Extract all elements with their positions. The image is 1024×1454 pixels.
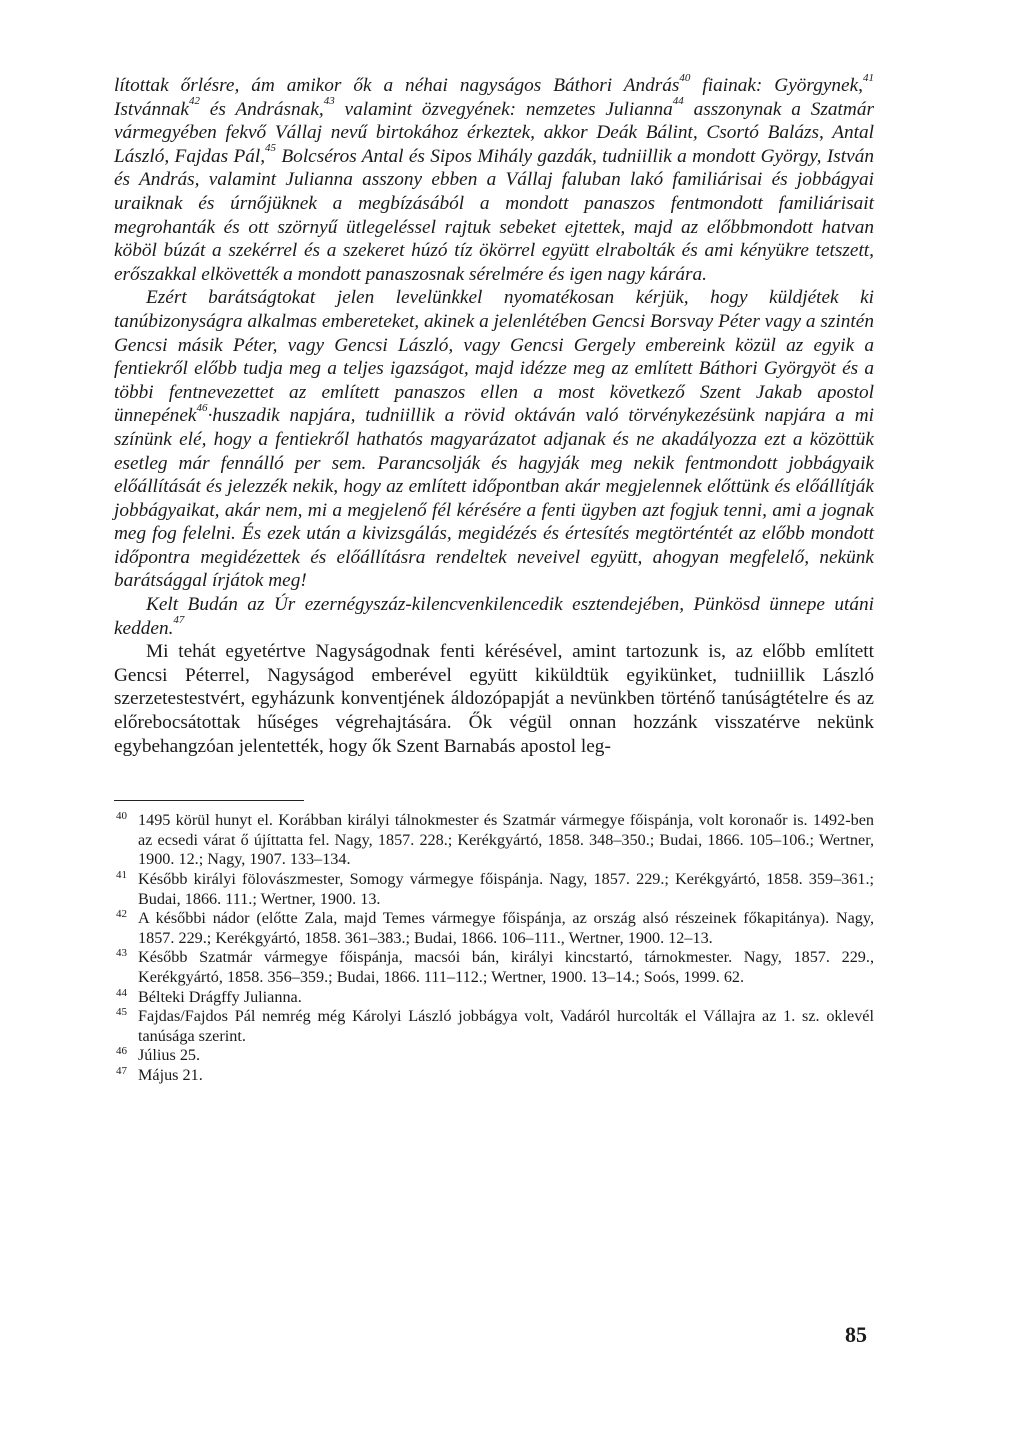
footnote-number: 42 <box>116 908 127 921</box>
paragraph <box>114 640 874 758</box>
body-text <box>114 71 874 758</box>
text-run: ·huszadik napjára, tudniillik a rövid oktáván való törvénykezésünk napjára a mi színünk elé, hogy a fentiekről hathatós magyarázatot adjanak és ne akadályozza ezt a közöttük esetleg már fennálló per sem. Parancsolják és hagyják meg nekik fentmondott jobbágyaik előállítását és jelezzék nekik, hogy az említett időpontban akár megjelennek előttünk és előállítják jobbágyaikat, akár nem, mi a megjelenő fél kérésére a fenti ügyben azt fogjuk tenni, ami a jognak meg fog felelni. És ezek után a kivizsgálás, megidézés és értesítés megtörténtét az előbb mondott időpontra megidézettek és előállításra rendeltek neveivel együtt, ahogyan megfelelő, nekünk barátsággal írjátok meg! <box>114 405 874 592</box>
text-run: lítottak őrlésre, ám amikor ők a néhai nagyságos Báthori András <box>114 75 680 96</box>
footnote-text: Július 25. <box>138 1046 201 1065</box>
paragraph <box>114 71 874 286</box>
footnotes <box>114 811 874 1085</box>
text-run: fiainak: Györgynek, <box>690 75 863 96</box>
footnote-number: 47 <box>116 1064 127 1077</box>
footnote-reference: 43 <box>323 95 335 108</box>
footnote <box>114 1066 874 1086</box>
footnote-number: 40 <box>116 810 127 823</box>
text-run: Mi tehát egyetértve Nagyságodnak fenti kérésével, amint tartozunk is, az előbb említett Gencsi Péterrel, Nagyságod emberével együtt kiküldtük egyikünket, tudniillik László szerzetestestvért, egyházunk konventjének áldozópapját a nevünkben történő tanúságtételre és az előrebocsátottak hűséges végrehajtására. Ők végül onnan hozzánk visszatérve nekünk egybehangzóan jelentették, hogy ők Szent Barnabás apostol leg- <box>114 641 874 757</box>
document-page <box>114 71 874 1086</box>
footnote-reference: 41 <box>862 71 874 84</box>
footnote-text: Később királyi fölovászmester, Somogy vármegye főispánja. Nagy, 1857. 229.; Kerékgyártó, 1858. 359–361.; Budai, 1866. 111.; Wertner, 1900. 13. <box>138 870 874 908</box>
text-run: valamint özvegyének: nemzetes Julianna <box>334 98 673 120</box>
footnote-text: 1495 körül hunyt el. Korábban királyi tálnokmester és Szatmár vármegye főispánja, volt koronaőr is. 1492-ben az ecsedi várat ő újíttatta fel. Nagy, 1857. 228.; Kerékgyártó, 1858. 348–350.; Budai, 1866. 105–106.; Wertner, 1900. 12.; Nagy, 1907. 133–134. <box>138 811 874 869</box>
footnote <box>114 988 874 1008</box>
footnote-reference: 44 <box>672 95 684 108</box>
footnote <box>114 948 874 987</box>
footnote-number: 44 <box>116 986 127 999</box>
text-run: Bolcséros Antal és Sipos Mihály gazdák, tudniillik a mondott György, István és András, valamint Julianna asszony ebben a Vállaj faluban lakó familiárisai és jobbágyai uraiknak és úrnőjüknek a megbízásából a mondott panaszos fentmondott familiárisait megrohanták és ott szörnyű ütlegeléssel rajtuk sebeket ejtettek, majd az előbbmondott hatvan köböl búzát a szekérrel és a szekeret húzó tíz ökörrel együtt elrabolták és ami kényükre tetszett, erőszakkal elkövették a mondott panaszosnak sérelmére és igen nagy kárára. <box>114 145 874 285</box>
paragraph <box>114 286 874 593</box>
footnote-text: Fajdas/Fajdos Pál nemrég még Károlyi László jobbágya volt, Vadáról hurcolták el Vállajra az 1. sz. oklevél tanúsága szerint. <box>138 1007 874 1045</box>
footnote <box>114 1046 874 1066</box>
footnote-text: Később Szatmár vármegye főispánja, macsói bán, királyi kincstartó, tárnokmester. Nagy, 1857. 229., Kerékgyártó, 1858. 356–359.; Budai, 1866. 111–112.; Wertner, 1900. 13–14.; Soós, 1999. 62. <box>138 948 874 986</box>
footnote-text: A későbbi nádor (előtte Zala, majd Temes vármegye főispánja, az ország alsó részeinek főkapitánya). Nagy, 1857. 229.; Kerékgyártó, 1858. 361–383.; Budai, 1866. 106–111., Wertner, 1900. 12–13. <box>138 909 874 947</box>
footnote-reference: 46 <box>196 401 208 414</box>
paragraph <box>114 593 874 640</box>
text-run: Istvánnak <box>114 98 189 120</box>
footnote <box>114 870 874 909</box>
footnote-reference: 45 <box>265 142 277 155</box>
footnote <box>114 909 874 948</box>
footnote-text: Bélteki Drágffy Julianna. <box>138 987 302 1006</box>
footnote-text: Május 21. <box>138 1065 203 1084</box>
footnote <box>114 811 874 870</box>
footnote-number: 46 <box>116 1045 127 1058</box>
footnote-number: 45 <box>116 1006 127 1019</box>
footnote-number: 43 <box>116 947 127 960</box>
footnote-number: 41 <box>116 869 127 881</box>
footnote-reference: 42 <box>188 95 200 108</box>
text-run: asszonynak a Szatmár vármegyében fekvő Vállaj nevű birtokához érkeztek, akkor Deák Bálint, Csortó Balázs, Antal László, Fajdas Pál, <box>114 98 874 167</box>
footnote <box>114 1007 874 1046</box>
page-number: 85 <box>845 1322 867 1347</box>
footnote-reference: 47 <box>173 614 185 627</box>
text-run: Kelt Budán az Úr ezernégyszáz-kilencvenkilencedik esztendejében, Pünkösd ünnepe utáni kedden. <box>114 594 874 639</box>
text-run: és Andrásnak, <box>199 98 324 120</box>
footnote-separator <box>114 800 304 801</box>
text-run: Ezért barátságtokat jelen levelünkkel nyomatékosan kérjük, hogy küldjétek ki tanúbizonyságra alkalmas embereteket, akinek a jelenlétében Gencsi Borsvay Péter vagy a szintén Gencsi másik Péter, vagy Gencsi László, vagy Gencsi Gergely embereink közül az egyik a fentiekről előbb tudja meg a teljes igazságot, majd idézze meg az említett Báthori Györgyöt és a többi fentnevezettet az említett panaszos ellen a most következő Szent Jakab apostol ünnepének <box>114 287 874 427</box>
footnote-reference: 40 <box>679 71 691 84</box>
